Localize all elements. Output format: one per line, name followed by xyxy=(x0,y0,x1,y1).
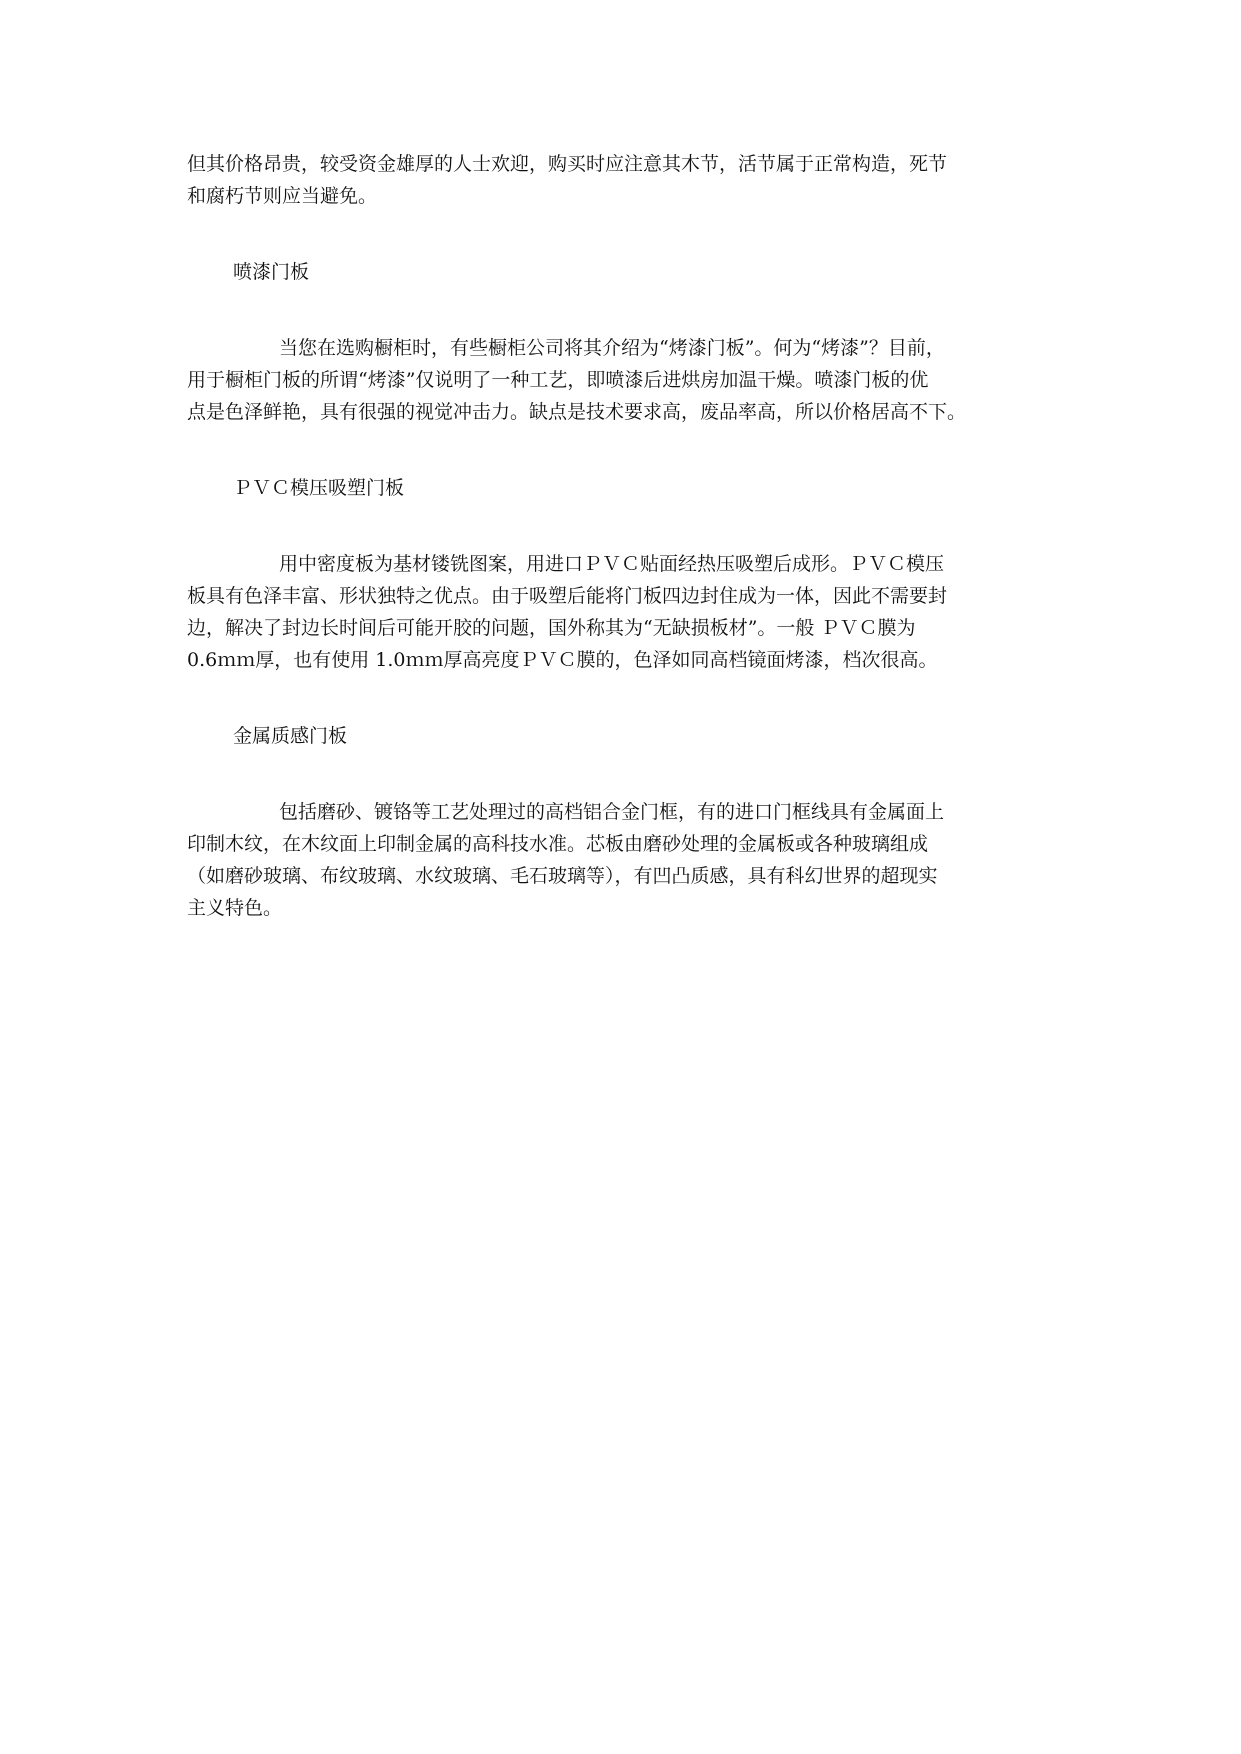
document-body xyxy=(187,148,1057,924)
paragraph-line: 0.6ｍｍ厚，也有使用 1.0ｍｍ厚高亮度ＰＶＣ膜的，色泽如同高档镜面烤漆，档次很高。 xyxy=(187,649,938,671)
section-heading-spray-paint: 喷漆门板 xyxy=(233,261,310,283)
section-paragraph-pvc xyxy=(187,548,1057,676)
paragraph-line: 点是色泽鲜艳，具有很强的视觉冲击力。缺点是技术要求高，废品率高，所以价格居高不下。 xyxy=(187,401,967,423)
section-heading-pvc: ＰＶＣ模压吸塑门板 xyxy=(233,477,405,499)
paragraph-line: 但其价格昂贵，较受资金雄厚的人士欢迎，购买时应注意其木节，活节属于正常构造，死节 xyxy=(187,153,948,175)
paragraph-line: 边，解决了封边长时间后可能开胶的问题，国外称其为“无缺损板材”。一般 ＰＶＣ膜为 xyxy=(187,617,916,639)
intro-paragraph xyxy=(187,148,1057,212)
paragraph-line: 主义特色。 xyxy=(187,897,283,919)
paragraph-line: 板具有色泽丰富、形状独特之优点。由于吸塑后能将门板四边封住成为一体，因此不需要封 xyxy=(187,585,948,607)
paragraph-line: 印制木纹，在木纹面上印制金属的高科技水准。芯板由磨砂处理的金属板或各种玻璃组成 xyxy=(187,833,929,855)
section-heading-metal: 金属质感门板 xyxy=(233,725,348,747)
paragraph-line: 和腐朽节则应当避免。 xyxy=(187,185,378,207)
section-paragraph-spray-paint xyxy=(187,332,1057,428)
paragraph-line: 包括磨砂、镀铬等工艺处理过的高档铝合金门框，有的进口门框线具有金属面上 xyxy=(279,801,945,823)
section-paragraph-metal xyxy=(187,796,1057,924)
paragraph-line: 用中密度板为基材镂铣图案，用进口ＰＶＣ贴面经热压吸塑后成形。ＰＶＣ模压 xyxy=(279,553,945,575)
paragraph-line: （如磨砂玻璃、布纹玻璃、水纹玻璃、毛石玻璃等），有凹凸质感，具有科幻世界的超现实 xyxy=(187,865,938,887)
paragraph-line: 当您在选购橱柜时，有些橱柜公司将其介绍为“烤漆门板”。何为“烤漆”？目前， xyxy=(279,337,945,359)
paragraph-line: 用于橱柜门板的所谓“烤漆”仅说明了一种工艺，即喷漆后进烘房加温干燥。喷漆门板的优 xyxy=(187,369,929,391)
